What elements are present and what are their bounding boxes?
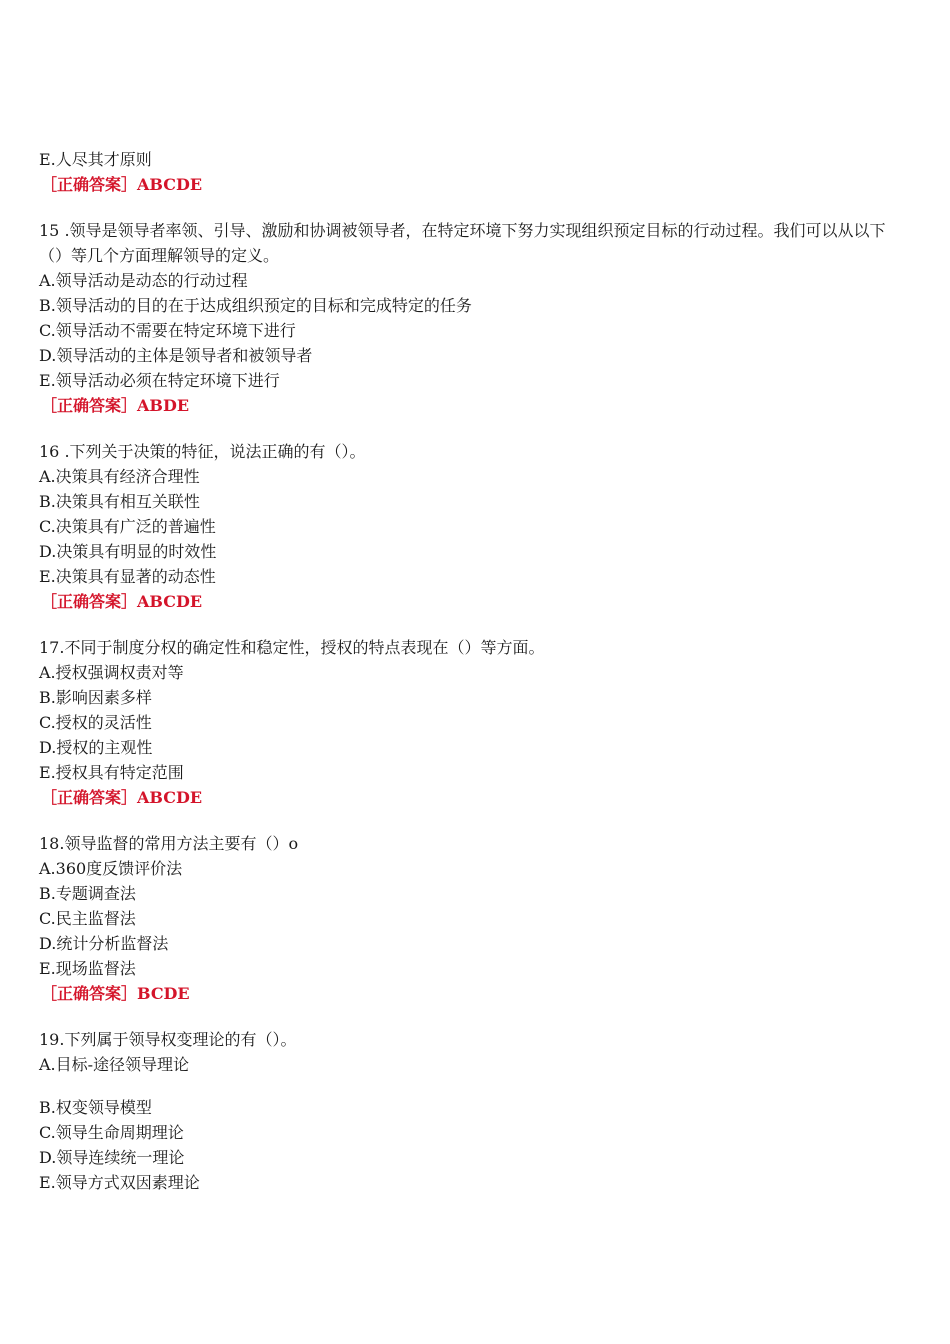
option-d: D.决策具有明显的时效性 (39, 542, 217, 561)
option-c: C.决策具有广泛的普遍性 (39, 517, 216, 536)
question-title: 18.领导监督的常用方法主要有（）o (39, 834, 299, 853)
option-e: E.领导活动必须在特定环境下进行 (39, 371, 280, 390)
correct-answer: ［正确答案］ABCDE (41, 592, 203, 611)
option-c: C.民主监督法 (39, 909, 136, 928)
option-e: E.授权具有特定范围 (39, 763, 184, 782)
option-d: D.领导连续统一理论 (39, 1148, 185, 1167)
option-c: C.授权的灵活性 (39, 713, 152, 732)
option-a: A.授权强调权责对等 (39, 663, 184, 682)
option-a: A.领导活动是动态的行动过程 (39, 271, 248, 290)
correct-answer: ［正确答案］ABDE (41, 396, 190, 415)
option-a: A.360度反馈评价法 (39, 859, 183, 878)
option-e: E.现场监督法 (39, 959, 136, 978)
option-e: E.人尽其才原则 (39, 150, 152, 169)
option-b: B.领导活动的目的在于达成组织预定的目标和完成特定的任务 (39, 296, 472, 315)
option-b: B.决策具有相互关联性 (39, 492, 200, 511)
option-a: A.目标-途径领导理论 (39, 1055, 190, 1074)
question-title: 19.下列属于领导权变理论的有（）。 (39, 1030, 297, 1049)
question-18 (39, 831, 899, 1006)
option-b: B.影响因素多样 (39, 688, 152, 707)
question-16 (39, 439, 899, 614)
question-15 (39, 218, 899, 418)
previous-question-tail (39, 147, 899, 197)
option-e: E.领导方式双因素理论 (39, 1173, 200, 1192)
correct-answer: ［正确答案］ABCDE (41, 175, 203, 194)
option-a: A.决策具有经济合理性 (39, 467, 200, 486)
correct-answer: ［正确答案］BCDE (41, 984, 190, 1003)
correct-answer: ［正确答案］ABCDE (41, 788, 203, 807)
question-title: 17.不同于制度分权的确定性和稳定性，授权的特点表现在（）等方面。 (39, 638, 545, 657)
question-17 (39, 635, 899, 810)
option-b: B.专题调查法 (39, 884, 136, 903)
question-title: 16 .下列关于决策的特征，说法正确的有（）。 (39, 442, 366, 461)
option-d: D.统计分析监督法 (39, 934, 169, 953)
option-e: E.决策具有显著的动态性 (39, 567, 216, 586)
option-c: C.领导生命周期理论 (39, 1123, 184, 1142)
spacer (39, 1077, 899, 1095)
option-b: B.权变领导模型 (39, 1098, 152, 1117)
option-d: D.授权的主观性 (39, 738, 153, 757)
option-c: C.领导活动不需要在特定环境下进行 (39, 321, 296, 340)
option-d: D.领导活动的主体是领导者和被领导者 (39, 346, 313, 365)
question-title: 15 .领导是领导者率领、引导、激励和协调被领导者，在特定环境下努力实现组织预定目标的行动过程。我们可以从以下（）等几个方面理解领导的定义。 (39, 221, 886, 265)
question-19 (39, 1027, 899, 1195)
document-page (39, 147, 899, 1195)
